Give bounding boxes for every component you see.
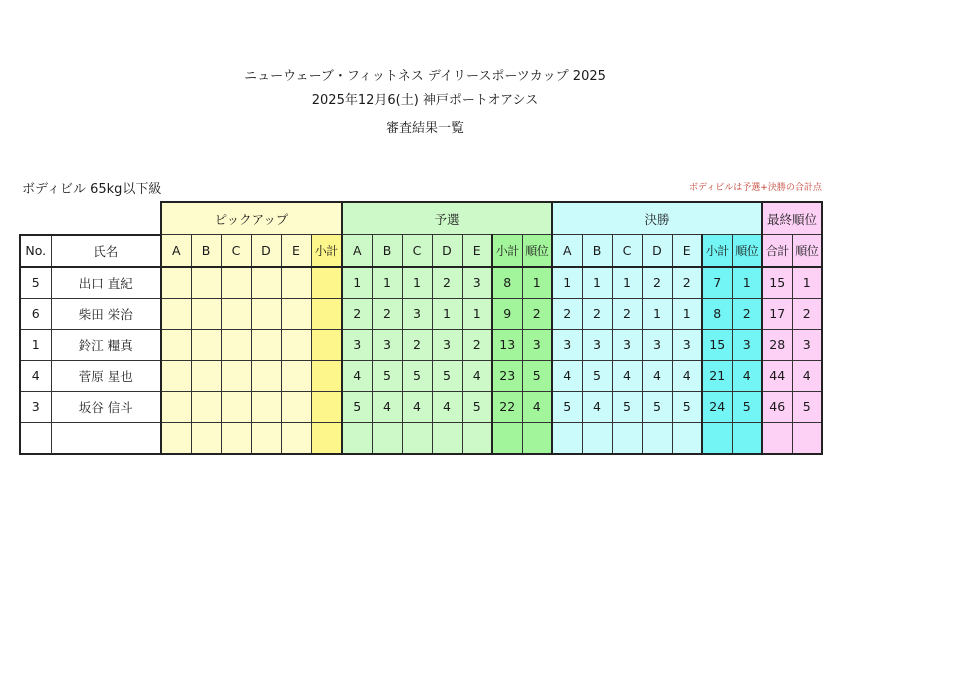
- pickup-score-e: [281, 329, 311, 360]
- prelim-score-a: 5: [342, 391, 372, 422]
- final-score-e: 5: [672, 391, 702, 422]
- group-prelim: 予選: [342, 202, 552, 235]
- table-row: [20, 329, 822, 360]
- pickup-score-a: [161, 360, 191, 391]
- category-label: ボディビル 65kg以下級: [22, 182, 162, 197]
- pickup-score-e: [281, 298, 311, 329]
- overall-total: [762, 422, 792, 454]
- pickup-score-c: [221, 391, 251, 422]
- pickup-score-a: [161, 267, 191, 299]
- prelim-score-a: 2: [342, 298, 372, 329]
- final-subtotal: [702, 422, 732, 454]
- entry-number: 1: [20, 329, 51, 360]
- final-rank: [732, 422, 762, 454]
- pickup-score-c: [221, 422, 251, 454]
- prelim-score-c: [402, 422, 432, 454]
- prelim-score-b: 3: [372, 329, 402, 360]
- prelim-rank: [522, 422, 552, 454]
- final-subtotal: 7: [702, 267, 732, 299]
- prelim-subtotal: 23: [492, 360, 522, 391]
- overall-rank: 4: [792, 360, 822, 391]
- pickup-score-d: [251, 391, 281, 422]
- final-rank: 4: [732, 360, 762, 391]
- column-header-row: [20, 235, 822, 267]
- overall-rank: [792, 422, 822, 454]
- results-body: [20, 267, 822, 454]
- prelim-score-c: 3: [402, 298, 432, 329]
- col-pickup-subtotal: 小計: [311, 235, 342, 267]
- competitor-name: 鈴江 糧真: [51, 329, 161, 360]
- final-score-a: [552, 422, 582, 454]
- competitor-name: 菅原 星也: [51, 360, 161, 391]
- final-score-e: 4: [672, 360, 702, 391]
- col-prelim-b: B: [372, 235, 402, 267]
- final-subtotal: 24: [702, 391, 732, 422]
- competitor-name: 坂谷 信斗: [51, 391, 161, 422]
- pickup-score-b: [191, 298, 221, 329]
- pickup-score-e: [281, 391, 311, 422]
- col-pickup-b: B: [191, 235, 221, 267]
- table-row: [20, 267, 822, 299]
- final-subtotal: 8: [702, 298, 732, 329]
- col-pickup-c: C: [221, 235, 251, 267]
- final-subtotal: 15: [702, 329, 732, 360]
- prelim-score-b: [372, 422, 402, 454]
- col-prelim-e: E: [462, 235, 492, 267]
- col-final-d: D: [642, 235, 672, 267]
- final-score-c: 3: [612, 329, 642, 360]
- final-score-e: 2: [672, 267, 702, 299]
- col-final-rank: 順位: [732, 235, 762, 267]
- final-score-a: 3: [552, 329, 582, 360]
- overall-total: 28: [762, 329, 792, 360]
- final-subtotal: 21: [702, 360, 732, 391]
- final-score-d: 4: [642, 360, 672, 391]
- final-rank: 1: [732, 267, 762, 299]
- final-score-e: 1: [672, 298, 702, 329]
- pickup-subtotal: [311, 360, 342, 391]
- prelim-score-c: 1: [402, 267, 432, 299]
- pickup-score-e: [281, 267, 311, 299]
- competitor-name: [51, 422, 161, 454]
- final-score-c: [612, 422, 642, 454]
- prelim-score-e: 1: [462, 298, 492, 329]
- prelim-score-c: 2: [402, 329, 432, 360]
- col-prelim-d: D: [432, 235, 462, 267]
- prelim-score-e: 2: [462, 329, 492, 360]
- final-score-d: [642, 422, 672, 454]
- prelim-score-d: 1: [432, 298, 462, 329]
- overall-rank: 1: [792, 267, 822, 299]
- prelim-rank: 1: [522, 267, 552, 299]
- final-score-c: 2: [612, 298, 642, 329]
- col-pickup-a: A: [161, 235, 191, 267]
- table-row: [20, 422, 822, 454]
- final-score-b: 4: [582, 391, 612, 422]
- col-overall-rank: 順位: [792, 235, 822, 267]
- pickup-subtotal: [311, 391, 342, 422]
- pickup-score-a: [161, 329, 191, 360]
- prelim-subtotal: 9: [492, 298, 522, 329]
- entry-number: 3: [20, 391, 51, 422]
- final-score-c: 1: [612, 267, 642, 299]
- prelim-score-b: 5: [372, 360, 402, 391]
- entry-number: 6: [20, 298, 51, 329]
- pickup-score-c: [221, 267, 251, 299]
- prelim-subtotal: 13: [492, 329, 522, 360]
- pickup-subtotal: [311, 329, 342, 360]
- prelim-score-b: 1: [372, 267, 402, 299]
- group-final: 決勝: [552, 202, 762, 235]
- group-header-row: [20, 202, 822, 235]
- col-prelim-subtotal: 小計: [492, 235, 522, 267]
- entry-number: 5: [20, 267, 51, 299]
- pickup-score-e: [281, 422, 311, 454]
- final-score-a: 5: [552, 391, 582, 422]
- prelim-score-d: 4: [432, 391, 462, 422]
- pickup-score-d: [251, 298, 281, 329]
- pickup-score-a: [161, 422, 191, 454]
- final-score-a: 2: [552, 298, 582, 329]
- prelim-subtotal: 8: [492, 267, 522, 299]
- prelim-subtotal: 22: [492, 391, 522, 422]
- pickup-score-d: [251, 422, 281, 454]
- prelim-rank: 2: [522, 298, 552, 329]
- col-name: 氏名: [51, 235, 161, 267]
- pickup-score-b: [191, 360, 221, 391]
- event-date-venue: 2025年12月6(土) 神戸ポートオアシス: [311, 93, 539, 108]
- prelim-score-e: 5: [462, 391, 492, 422]
- final-score-c: 4: [612, 360, 642, 391]
- table-row: [20, 360, 822, 391]
- pickup-score-d: [251, 329, 281, 360]
- final-score-b: 3: [582, 329, 612, 360]
- col-pickup-e: E: [281, 235, 311, 267]
- final-rank: 5: [732, 391, 762, 422]
- final-score-b: [582, 422, 612, 454]
- prelim-score-a: 1: [342, 267, 372, 299]
- final-score-b: 5: [582, 360, 612, 391]
- pickup-score-a: [161, 298, 191, 329]
- competitor-name: 柴田 栄治: [51, 298, 161, 329]
- final-score-d: 1: [642, 298, 672, 329]
- entry-number: 4: [20, 360, 51, 391]
- prelim-score-e: 3: [462, 267, 492, 299]
- pickup-score-b: [191, 329, 221, 360]
- col-overall-total: 合計: [762, 235, 792, 267]
- overall-total: 44: [762, 360, 792, 391]
- final-score-d: 2: [642, 267, 672, 299]
- prelim-subtotal: [492, 422, 522, 454]
- entry-number: [20, 422, 51, 454]
- pickup-score-c: [221, 329, 251, 360]
- pickup-score-e: [281, 360, 311, 391]
- prelim-rank: 5: [522, 360, 552, 391]
- col-final-e: E: [672, 235, 702, 267]
- prelim-rank: 4: [522, 391, 552, 422]
- pickup-score-d: [251, 360, 281, 391]
- pickup-score-a: [161, 391, 191, 422]
- pickup-score-b: [191, 391, 221, 422]
- prelim-score-d: [432, 422, 462, 454]
- pickup-subtotal: [311, 298, 342, 329]
- overall-total: 17: [762, 298, 792, 329]
- prelim-score-d: 3: [432, 329, 462, 360]
- pickup-score-c: [221, 298, 251, 329]
- final-rank: 3: [732, 329, 762, 360]
- overall-rank: 2: [792, 298, 822, 329]
- event-title: ニューウェーブ・フィットネス デイリースポーツカップ 2025: [244, 69, 606, 84]
- prelim-score-e: [462, 422, 492, 454]
- prelim-score-c: 5: [402, 360, 432, 391]
- group-pickup: ピックアップ: [161, 202, 342, 235]
- col-pickup-d: D: [251, 235, 281, 267]
- prelim-score-b: 2: [372, 298, 402, 329]
- group-overall: 最終順位: [762, 202, 822, 235]
- prelim-score-c: 4: [402, 391, 432, 422]
- document-title: 審査結果一覧: [385, 121, 464, 136]
- prelim-score-a: 4: [342, 360, 372, 391]
- col-final-subtotal: 小計: [702, 235, 732, 267]
- final-score-e: [672, 422, 702, 454]
- final-score-b: 1: [582, 267, 612, 299]
- pickup-score-d: [251, 267, 281, 299]
- final-score-a: 4: [552, 360, 582, 391]
- prelim-rank: 3: [522, 329, 552, 360]
- overall-total: 15: [762, 267, 792, 299]
- prelim-score-d: 5: [432, 360, 462, 391]
- prelim-score-a: [342, 422, 372, 454]
- final-score-a: 1: [552, 267, 582, 299]
- final-score-e: 3: [672, 329, 702, 360]
- col-prelim-rank: 順位: [522, 235, 552, 267]
- pickup-score-b: [191, 422, 221, 454]
- pickup-score-b: [191, 267, 221, 299]
- col-final-c: C: [612, 235, 642, 267]
- col-no: No.: [20, 235, 51, 267]
- overall-rank: 5: [792, 391, 822, 422]
- final-score-d: 3: [642, 329, 672, 360]
- overall-total: 46: [762, 391, 792, 422]
- col-prelim-c: C: [402, 235, 432, 267]
- prelim-score-d: 2: [432, 267, 462, 299]
- col-prelim-a: A: [342, 235, 372, 267]
- table-row: [20, 391, 822, 422]
- competitor-name: 出口 直紀: [51, 267, 161, 299]
- col-final-a: A: [552, 235, 582, 267]
- final-score-d: 5: [642, 391, 672, 422]
- col-final-b: B: [582, 235, 612, 267]
- overall-rank: 3: [792, 329, 822, 360]
- prelim-score-b: 4: [372, 391, 402, 422]
- prelim-score-a: 3: [342, 329, 372, 360]
- blank-corner: [20, 202, 161, 235]
- results-table: [19, 201, 823, 455]
- scoring-note: ボディビルは予選+決勝の合計点: [689, 183, 822, 193]
- pickup-score-c: [221, 360, 251, 391]
- final-score-b: 2: [582, 298, 612, 329]
- prelim-score-e: 4: [462, 360, 492, 391]
- table-row: [20, 298, 822, 329]
- pickup-subtotal: [311, 267, 342, 299]
- pickup-subtotal: [311, 422, 342, 454]
- final-rank: 2: [732, 298, 762, 329]
- final-score-c: 5: [612, 391, 642, 422]
